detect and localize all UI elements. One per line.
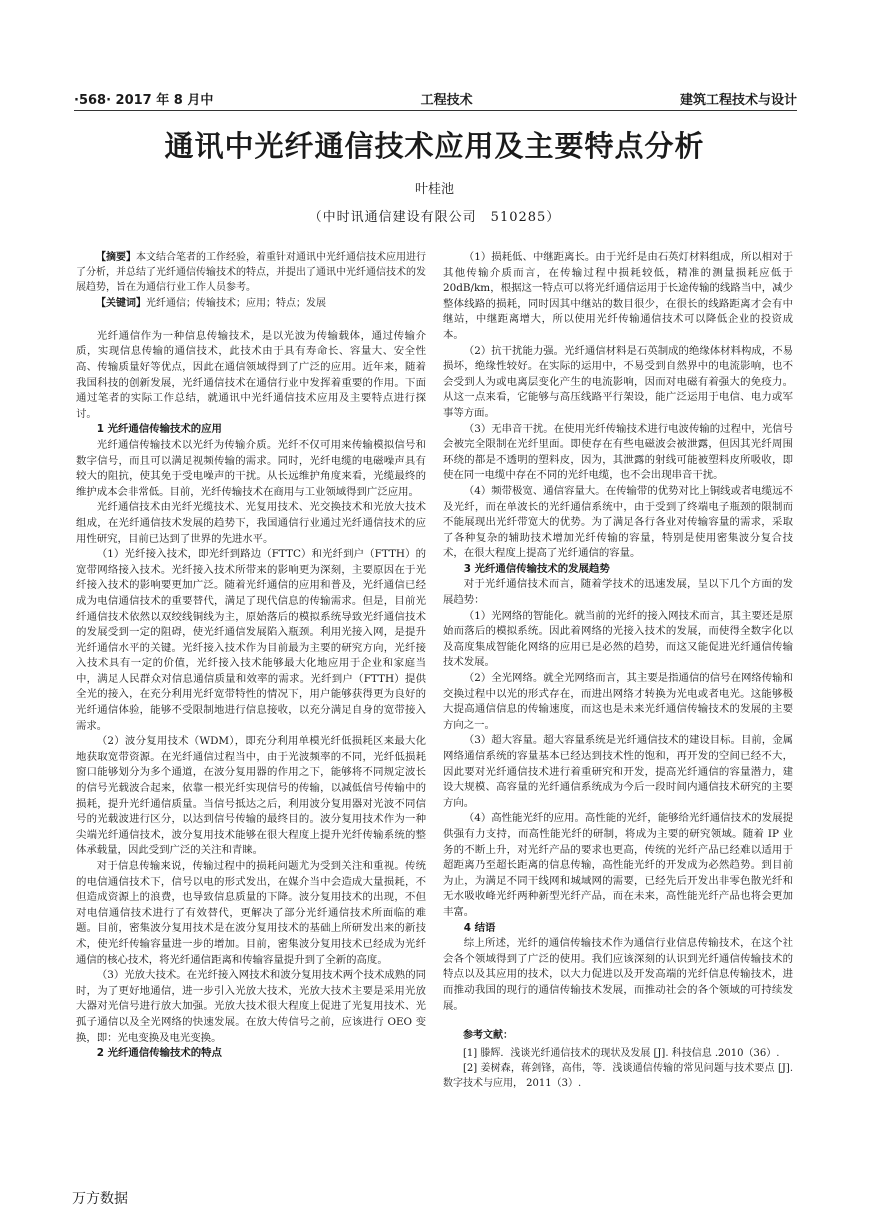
keywords-label: 【关键词】 [96,297,146,309]
keywords-text: 光纤通信；传输技术；应用；特点；发展 [146,297,326,309]
right-column [443,250,793,1091]
body-paragraph: （2）抗干扰能力强。光纤通信材料是石英制成的绝缘体材料构成，不易损坏，绝缘性较好。在实际的运用中，不易受到自然界中的电流影响，也不会受到人为或电离层变化产生的电流影响，因而对电磁有着强大的免疫力。从这一点来看，它能够与高压线路平行架设，能广泛运用于电信、电力或军事等方面。 [443,344,793,419]
header-issue: ·568· 2017 年 8 月中 [74,93,214,108]
body-paragraph: 光纤通信作为一种信息传输技术，是以光波为传输载体，通过传输介质，实现信息传输的通信技术，此技术由于具有寿命长、容量大、安全性高、传输质量好等优点，因此在通信领域得到了广泛的应用。近年来，随着我国科技的创新发展，光纤通信技术在通信行业中发挥着重要的作用。下面通过笔者的实际工作总结，就通讯中光纤通信技术应用及主要特点进行探讨。 [76,329,426,420]
header-rule [74,110,797,111]
body-paragraph: （3）光放大技术。在光纤接入网技术和波分复用技术两个技术成熟的同时，为了更好地通信，进一步引入光放大技术，光放大技术主要是采用光放大器对光信号进行放大加强。光放大技术很大程度上促进了光复用技术、光孤子通信以及全光网络的快速发展。在放大传信号之前，应该进行 OEO 变换，即：光电变换及电光变换。 [76,969,426,1044]
section-heading: 4 结语 [463,921,496,934]
references-heading: 参考文献： [463,1030,513,1042]
body-paragraph: （4）频带极宽、通信容量大。在传输带的优势对比上铜线或者电缆远不及光纤，而在单波长的光纤通信系统中，由于受到了终端电子瓶颈的限制而不能展现出光纤带宽大的优势。为了满足各行各业对传输容量的需求，采取了各种复杂的辅助技术增加光纤传输的容量，特别是使用密集波分复合技术，在很大程度上提高了光纤通信的容量。 [443,484,793,560]
body-paragraph: （3）超大容量。超大容量系统是光纤通信技术的建设目标。目前，金属网络通信系统的容量基本已经达到技术性的饱和，再开发的空间已经不大，因此要对光纤通信技术进行着重研究和开发，提高光纤通信的容量潜力，建设大规模、高容量的光纤通信系统成为今后一段时间内通信技术研究的主要方向。 [443,734,793,809]
header-section: 建筑工程技术与设计 [679,93,797,108]
body-paragraph: （1）损耗低、中继距离长。由于光纤是由石英灯材料组成，所以相对于其他传输介质而言，在传输过程中损耗较低，精准的测量损耗应低于 20dB/km，根据这一特点可以将光纤通信运用于长途传输的线路当中，减少整体线路的损耗，同时因其中继站的数目很少，在很长的线路距离才会有中继站，中继距离增大，所以使用光纤传输通信技术可以降低企业的投资成本。 [443,251,793,341]
author-affiliation: （中时讯通信建设有限公司 510285） [308,210,561,225]
body-paragraph: （1）光纤接入技术，即光纤到路边（FTTC）和光纤到户（FTTH）的宽带网络接入技术。光纤接入技术所带来的影响更为深刻，主要原因在于光纤接入技术的影响要更加广泛。随着光纤通信的应用和普及，光纤通信已经成为电信通信技术的重要替代，满足了现代信息的传输需求。但是，目前光纤通信技术依然以双绞线铜线为主，原始落后的模拟系统导致光纤通信技术的发展受到一定的阻碍，使光纤通信发展陷入瓶颈。利用光接入网，是提升光纤通信水平的关键。光纤接入技术作为目前最为主要的研究方向，光纤接入技术具有一定的价值，光纤接入技术能够最大化地应用于企业和家庭当中，满足人民群众对信息通信质量和效率的需求。光纤到户（FTTH）提供全光的接入，在充分利用光纤宽带特性的情况下，用户能够获得更为良好的光纤通信体验，能够不受限制地进行信息接收，以充分满足自身的宽带接入需求。 [76,548,426,732]
section-heading: 1 光纤通信传输技术的应用 [96,423,222,436]
reference-item: [2] 姜树森，蒋剑锋，高伟，等．浅谈通信传输的常见问题与技术要点 [J]. 数字技术与应用， 2011（3）. [443,1062,793,1089]
abstract-text: 本文结合笔者的工作经验，着重针对通讯中光纤通信技术应用进行了分析，并总结了光纤通信传输技术的特点，并提出了通讯中光纤通信技术的发展趋势，旨在为通信行业工作人员参考。 [76,252,426,294]
reference-item: [1] 滕辉．浅谈光纤通信技术的现状及发展 [J]. 科技信息 .2010（36）. [463,1047,780,1059]
body-paragraph: （4）高性能光纤的应用。高性能的光纤，能够给光纤通信技术的发展提供强有力支持，而高性能光纤的研制，将成为主要的研究领域。随着 IP 业务的不断上升，对光纤产品的要求也更高，传统的光纤产品已经难以适用于超距离乃至超长距离的信息传输，高性能光纤的开发成为必然趋势。到目前为止，为满足不同干线网和城域网的需要，已经先后开发出非零色散光纤和无水吸收峰光纤两种新型光纤产品，而在未来，高性能光纤产品也将会更加丰富。 [443,812,793,918]
body-paragraph: 综上所述，光纤的通信传输技术作为通信行业信息传输技术，在这个社会各个领域得到了广泛的使用。我们应该深刻的认识到光纤通信传输技术的特点以及其应用的技术，以大力促进以及开发高端的光纤信息传输技术，进而推动我国的现行的通信传输技术发展，而推动社会的各个领域的可持续发展。 [443,937,793,1012]
left-column [76,250,426,1062]
abstract-label: 【摘要】 [96,252,136,263]
running-header [74,84,797,108]
body-paragraph: （2）波分复用技术（WDM），即充分利用单模光纤低损耗区来最大化地获取宽带资源。在光纤通信过程当中，由于光波频率的不同，光纤低损耗窗口能够划分为多个通道，在波分复用器的作用之下，能够将不同规定波长的信号光载波合起来，依靠一根光纤实现信号的传输，以减低信号传输中的损耗，提升光纤通信质量。当信号抵达之后，利用波分复用器对光波不同信号的光载波进行区分，以达到信号传输的最终目的。波分复用技术作为一种尖端光纤通信技术，波分复用技术能够在很大程度上提升光纤传输系统的整体承载量，因此受到广泛的关注和青睐。 [76,735,426,857]
body-paragraph: 光纤通信技术由光纤光缆技术、光复用技术、光交换技术和光放大技术组成，在光纤通信技术发展的趋势下，我国通信行业通过光纤通信技术的应用性研究，目前已达到了世界的先进水平。 [76,501,426,545]
body-paragraph: 对于信息传输来说，传输过程中的损耗问题尤为受到关注和重视。传统的电信通信技术下，信号以电的形式发出，在媒介当中会造成大量损耗，不但造成资源上的浪费，也导致信息质量的下降。波分复用技术的出现，不但对电信通信技术进行了有效替代，更解决了部分光纤通信技术所面临的难题。目前，密集波分复用技术是在波分复用技术的基础上所研发出来的新技术，使光纤传输容量进一步的增加。目前，密集波分复用技术已经成为光纤通信的核心技术，将光纤通信距离和传输容量提升到了全新的高度。 [76,860,426,966]
body-paragraph: 对于光纤通信技术而言，随着学技术的迅速发展，呈以下几个方面的发展趋势： [443,578,793,607]
author-name: 叶桂池 [414,182,454,197]
header-journal: 工程技术 [420,93,473,108]
abstract [76,250,426,296]
body-paragraph: （2）全光网络。就全光网络而言，其主要是指通信的信号在网络传输和交换过程中以光的形式存在，而进出网络才转换为光电或者电光。这能够极大提高通信信息的传输速度，而这也是未来光纤通信传输技术的发展的主要方向之一。 [443,672,793,731]
section-heading: 2 光纤通信传输技术的特点 [96,1047,222,1060]
section-heading: 3 光纤通信传输技术的发展趋势 [463,562,610,575]
keywords [76,296,426,311]
body-paragraph: （3）无串音干扰。在使用光纤传输技术进行电波传输的过程中，光信号会被完全限制在光纤里面。即使存在有些电磁波会被泄露，但因其光纤周围环绕的都是不透明的塑料皮，因为，其泄露的射线可能被塑料皮所吸收，即使在同一电缆中存在不同的光纤电缆，也不会出现串音干扰。 [443,422,793,482]
body-paragraph: （1）光网络的智能化。就当前的光纤的接入网技术而言，其主要还是原始而落后的模拟系统。因此着网络的光接入技术的发展，而使得全数字化以及高度集成智能化网络的应用已是必然的趋势，而这又能促进光纤通信传输技术发展。 [443,609,793,669]
article-title: 通讯中光纤通信技术应用及主要特点分析 [164,129,705,163]
footer-watermark: 万方数据 [72,1191,128,1207]
body-paragraph: 光纤通信传输技术以光纤为传输介质。光纤不仅可用来传输模拟信号和数字信号，而且可以满足视频传输的需求。同时，光纤电缆的电磁噪声具有较大的阻抗，使其免于受电噪声的干扰。从长远维护角度来看，光缆最终的维护成本会非常低。目前，光纤传输技术在商用与工业领域得到广泛应用。 [76,438,426,498]
